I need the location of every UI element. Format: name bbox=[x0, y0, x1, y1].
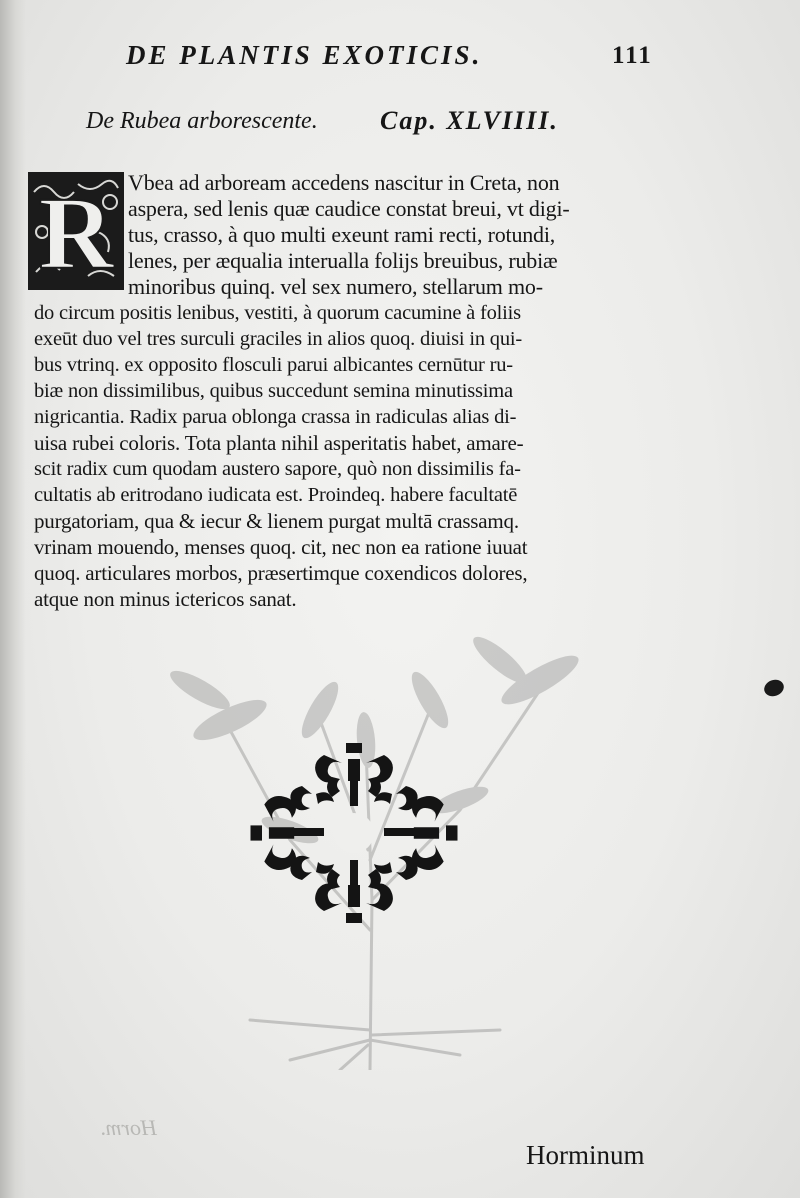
text-line: Vbea ad arboream accedens nascitur in Creta, non bbox=[128, 170, 560, 195]
text-line: atque non minus ictericos sanat. bbox=[34, 587, 297, 611]
text-line: do circum positis lenibus, vestiti, à quorum cacumine à foliis bbox=[34, 302, 521, 324]
text-line: vrinam mouendo, menses quoq. cit, nec non ea ratione iuuat bbox=[34, 535, 528, 559]
text-line: purgatoriam, qua & iecur & lienem purgat multā crassamq. bbox=[34, 509, 519, 533]
bleed-through-text: Horm. bbox=[100, 1115, 157, 1140]
chapter-number: Cap. XLVIIII. bbox=[380, 106, 559, 135]
text-line: bus vtrinq. ex opposito flosculi parui albicantes cernūtur ru- bbox=[34, 354, 513, 376]
text-line: cultatis ab eritrodano iudicata est. Proindeq. habere facultatē bbox=[34, 484, 518, 506]
text-line: tus, crasso, à quo multi exeunt rami recti, rotundi, bbox=[128, 222, 556, 247]
text-line: lenes, per æqualia interualla folijs breuibus, rubiæ bbox=[128, 248, 558, 273]
text-line: nigricantia. Radix parua oblonga crassa in radiculas alias di- bbox=[34, 406, 517, 428]
catchword: Horminum bbox=[526, 1140, 645, 1170]
text-line: exeūt duo vel tres surculi graciles in alios quoq. diuisi in qui- bbox=[34, 328, 523, 350]
page-number: 111 bbox=[612, 42, 653, 69]
chapter-title: De Rubea arborescente. bbox=[86, 108, 318, 134]
gutter-shadow bbox=[0, 0, 26, 1198]
text-line: quoq. articulares morbos, præsertimque coxendicos dolores, bbox=[34, 561, 528, 585]
running-title: DE PLANTIS EXOTICIS. bbox=[126, 40, 483, 70]
text-line: biæ non dissimilibus, quibus succedunt semina minutissima bbox=[34, 380, 513, 402]
text-line: minoribus quinq. vel sex numero, stellarum mo- bbox=[128, 274, 543, 299]
text-line: scit radix cum quodam austero sapore, quò non dissimilis fa- bbox=[34, 458, 521, 480]
text-line: uisa rubei coloris. Tota planta nihil asperitatis habet, amare- bbox=[34, 431, 524, 455]
text-line: aspera, sed lenis quæ caudice constat breui, vt digi- bbox=[128, 196, 570, 221]
ornate-initial-icon bbox=[28, 172, 124, 290]
ink-spot bbox=[762, 677, 786, 699]
drop-cap-letter: R bbox=[38, 176, 114, 290]
fleuron-ornament-icon bbox=[244, 740, 464, 926]
